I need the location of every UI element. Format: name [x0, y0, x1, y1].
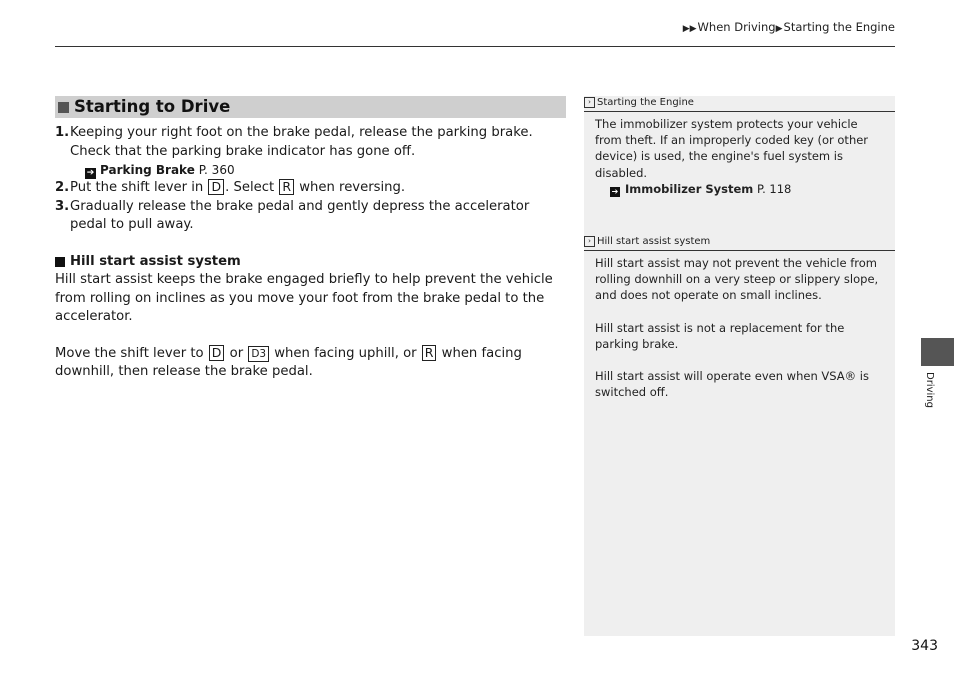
- section-heading: [55, 96, 566, 118]
- subsection-heading: [55, 253, 566, 272]
- hill-paragraph-2: [55, 345, 566, 382]
- heading-square-icon: [58, 102, 69, 113]
- xref-label[interactable]: Immobilizer System: [625, 181, 754, 196]
- breadcrumb-arrow-icon: ▶: [775, 24, 783, 34]
- xref-label[interactable]: Parking Brake: [100, 163, 195, 177]
- shift-key-r: R: [422, 345, 437, 361]
- note-title-text: Starting the Engine: [597, 97, 694, 108]
- hill-paragraph-1: Hill start assist keeps the brake engaged briefly to help prevent the vehicle from rolling on inclines as you move your foot from the brake pedal to the accelerator.: [55, 272, 553, 324]
- note-icon: ›: [584, 97, 595, 108]
- note-body: [584, 251, 895, 400]
- breadcrumb-arrow-icon: ▶▶: [682, 24, 697, 34]
- step-text-part: when reversing.: [295, 180, 406, 195]
- steps-list: [55, 124, 566, 235]
- xref-page: P. 360: [198, 163, 235, 177]
- xref-immobilizer[interactable]: [610, 181, 881, 197]
- step-number: 1.: [55, 125, 70, 140]
- note-text: Hill start assist will operate even when VSA® is switched off.: [595, 369, 869, 400]
- para-text-part: when facing downhill, then release the brake pedal.: [55, 345, 522, 379]
- breadcrumb-level-1[interactable]: When Driving: [697, 20, 776, 34]
- note-body: [584, 112, 895, 197]
- subsection-title: Hill start assist system: [70, 253, 241, 269]
- xref-page: P. 118: [756, 181, 792, 196]
- step-item: [55, 179, 566, 198]
- step-text: Keeping your right foot on the brake pedal, release the parking brake. Check that the parking brake indicator has gone off.: [70, 125, 533, 159]
- chapter-tab-marker: [921, 338, 954, 366]
- note-icon: ›: [584, 236, 595, 247]
- page-number: 343: [911, 638, 938, 654]
- header-divider: [55, 46, 895, 47]
- para-text-part: Move the shift lever to: [55, 345, 208, 361]
- step-number: 2.: [55, 180, 70, 195]
- note-text: Hill start assist is not a replacement for the parking brake.: [595, 320, 845, 351]
- shift-key-d: D: [209, 345, 225, 361]
- main-column: [55, 96, 566, 382]
- xref-arrow-icon: ➔: [86, 168, 95, 178]
- subheading-square-icon: [55, 257, 65, 267]
- breadcrumb: [683, 20, 895, 34]
- para-text-part: or: [225, 345, 248, 361]
- step-number: 3.: [55, 198, 70, 214]
- sidebar-notes: [584, 96, 895, 636]
- step-item: [55, 124, 566, 161]
- shift-key-d3: D3: [248, 346, 269, 362]
- note-text: Hill start assist may not prevent the vehicle from rolling downhill on a very steep or slippery slope, and does not operate on small inclines.: [595, 256, 879, 303]
- xref-arrow-icon: ➔: [611, 186, 619, 196]
- shift-key-d: D: [208, 179, 224, 195]
- section-title: Starting to Drive: [74, 97, 231, 116]
- step-item: [55, 198, 566, 235]
- step-text: Gradually release the brake pedal and gently depress the accelerator pedal to pull away.: [70, 198, 530, 232]
- breadcrumb-level-2[interactable]: Starting the Engine: [783, 20, 895, 34]
- step-text-part: . Select: [225, 180, 279, 195]
- note-title-text: Hill start assist system: [597, 236, 711, 248]
- note-title: [584, 235, 895, 251]
- chapter-tab-label[interactable]: Driving: [924, 372, 935, 408]
- step-text: [70, 179, 566, 198]
- shift-key-r: R: [279, 179, 294, 195]
- para-text-part: when facing uphill, or: [270, 345, 421, 361]
- note-text: The immobilizer system protects your vehicle from theft. If an improperly coded key (or other device) is used, the engine's fuel system is disabled.: [595, 117, 869, 180]
- step-text-part: Put the shift lever in: [70, 180, 208, 195]
- note-title: [584, 96, 895, 112]
- xref-parking-brake[interactable]: [85, 161, 566, 179]
